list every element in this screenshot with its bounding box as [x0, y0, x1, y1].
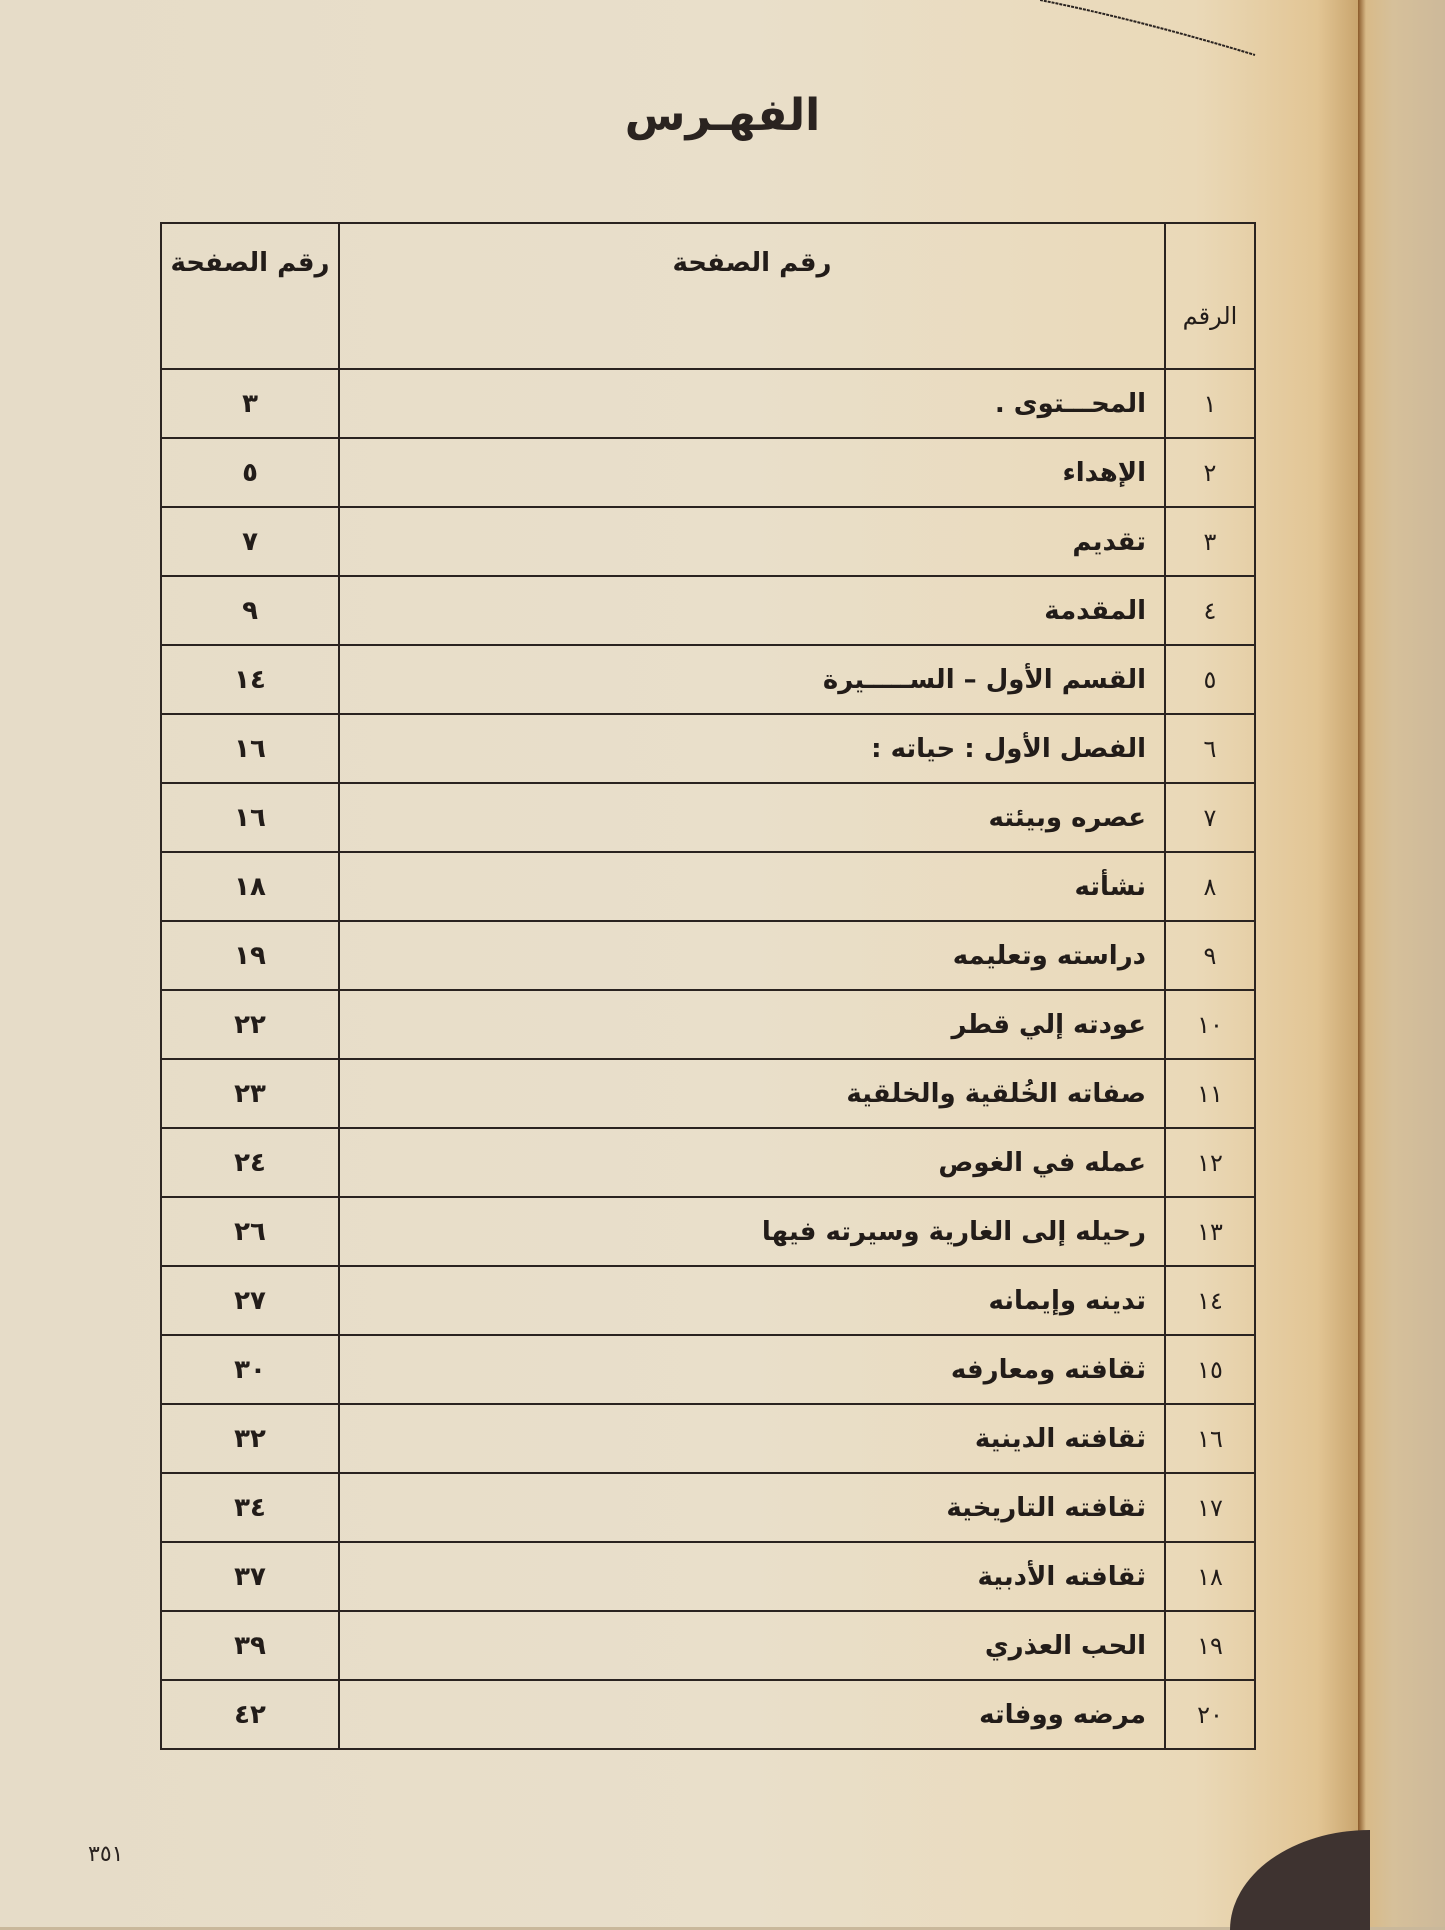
row-number: ١١ — [1165, 1059, 1255, 1128]
table-row — [161, 369, 1255, 438]
row-number: ١٠ — [1165, 990, 1255, 1059]
row-page: ٣٤ — [161, 1473, 339, 1542]
row-title: عصره وبيئته — [339, 783, 1165, 852]
table-row — [161, 1542, 1255, 1611]
adjacent-page-edge — [1358, 0, 1445, 1927]
table-row — [161, 438, 1255, 507]
row-title: المقدمة — [339, 576, 1165, 645]
table-row — [161, 1128, 1255, 1197]
row-page: ٣٩ — [161, 1611, 339, 1680]
table-row — [161, 1473, 1255, 1542]
row-page: ١٦ — [161, 714, 339, 783]
table-row — [161, 507, 1255, 576]
row-title: الفصل الأول : حياته : — [339, 714, 1165, 783]
row-number: ٥ — [1165, 645, 1255, 714]
row-number: ٦ — [1165, 714, 1255, 783]
row-title: رحيله إلى الغارية وسيرته فيها — [339, 1197, 1165, 1266]
header-number: الرقم — [1165, 223, 1255, 369]
row-title: القسم الأول – الســـــيرة — [339, 645, 1165, 714]
row-title: الحب العذري — [339, 1611, 1165, 1680]
table-row — [161, 645, 1255, 714]
row-page: ١٩ — [161, 921, 339, 990]
row-page: ١٤ — [161, 645, 339, 714]
table-row — [161, 1335, 1255, 1404]
row-page: ٢٣ — [161, 1059, 339, 1128]
row-page: ٣٢ — [161, 1404, 339, 1473]
row-page: ٢٧ — [161, 1266, 339, 1335]
page-title: الفهـرس — [624, 90, 821, 141]
row-page: ٢٦ — [161, 1197, 339, 1266]
row-title: الإهداء — [339, 438, 1165, 507]
row-number: ٨ — [1165, 852, 1255, 921]
row-number: ١ — [1165, 369, 1255, 438]
table-row — [161, 921, 1255, 990]
page-number: ٣٥١ — [88, 1842, 124, 1867]
row-title: نشأته — [339, 852, 1165, 921]
row-number: ١٩ — [1165, 1611, 1255, 1680]
table-row — [161, 1059, 1255, 1128]
row-number: ١٢ — [1165, 1128, 1255, 1197]
table-row — [161, 576, 1255, 645]
table-row — [161, 1611, 1255, 1680]
table-row — [161, 1266, 1255, 1335]
header-page: رقم الصفحة — [161, 223, 339, 369]
table-row — [161, 990, 1255, 1059]
row-number: ١٥ — [1165, 1335, 1255, 1404]
row-title: ثقافته ومعارفه — [339, 1335, 1165, 1404]
row-page: ٣٠ — [161, 1335, 339, 1404]
row-number: ١٣ — [1165, 1197, 1255, 1266]
table-row — [161, 852, 1255, 921]
row-page: ٧ — [161, 507, 339, 576]
row-page: ٤٢ — [161, 1680, 339, 1749]
row-page: ٢٢ — [161, 990, 339, 1059]
row-title: تقديم — [339, 507, 1165, 576]
table-row — [161, 783, 1255, 852]
row-page: ٥ — [161, 438, 339, 507]
row-number: ٢٠ — [1165, 1680, 1255, 1749]
table-row — [161, 1197, 1255, 1266]
row-title: ثقافته الدينية — [339, 1404, 1165, 1473]
table-row — [161, 1404, 1255, 1473]
row-number: ٩ — [1165, 921, 1255, 990]
row-title: عمله في الغوص — [339, 1128, 1165, 1197]
row-page: ٢٤ — [161, 1128, 339, 1197]
row-number: ٢ — [1165, 438, 1255, 507]
row-number: ٤ — [1165, 576, 1255, 645]
row-number: ١٧ — [1165, 1473, 1255, 1542]
decorative-header-line — [1040, 0, 1260, 60]
row-page: ١٨ — [161, 852, 339, 921]
row-page: ٩ — [161, 576, 339, 645]
table-header-row — [161, 223, 1255, 369]
row-title: صفاته الخُلقية والخلقية — [339, 1059, 1165, 1128]
row-number: ١٤ — [1165, 1266, 1255, 1335]
row-title: تدينه وإيمانه — [339, 1266, 1165, 1335]
row-page: ١٦ — [161, 783, 339, 852]
row-page: ٣ — [161, 369, 339, 438]
row-number: ٧ — [1165, 783, 1255, 852]
row-title: المحـــتوى . — [339, 369, 1165, 438]
table-of-contents — [160, 222, 1256, 1750]
header-title: رقم الصفحة — [339, 223, 1165, 369]
row-page: ٣٧ — [161, 1542, 339, 1611]
row-number: ٣ — [1165, 507, 1255, 576]
row-title: مرضه ووفاته — [339, 1680, 1165, 1749]
row-title: ثقافته التاريخية — [339, 1473, 1165, 1542]
row-title: دراسته وتعليمه — [339, 921, 1165, 990]
row-title: ثقافته الأدبية — [339, 1542, 1165, 1611]
row-title: عودته إلي قطر — [339, 990, 1165, 1059]
row-number: ١٨ — [1165, 1542, 1255, 1611]
row-number: ١٦ — [1165, 1404, 1255, 1473]
table-row — [161, 1680, 1255, 1749]
table-row — [161, 714, 1255, 783]
